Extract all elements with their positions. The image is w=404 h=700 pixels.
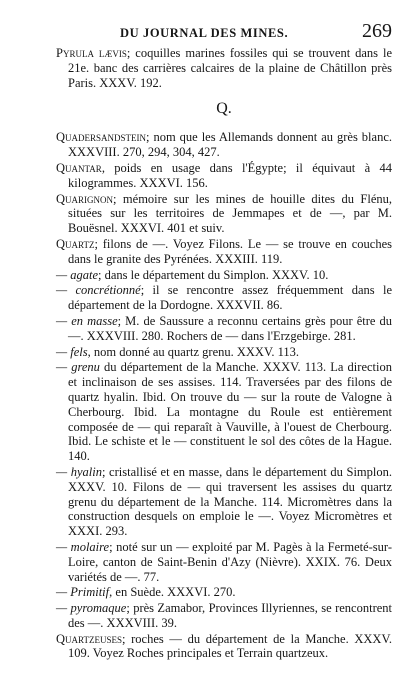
index-entry <box>56 46 392 90</box>
index-entry <box>56 601 392 631</box>
entry-text: ; cristallisé et en masse, dans le département du Simplon. XXXV. 10. Filons de — qui traversent les assises du quartz grenu du département de la Manche. 114. Micromètres dans la construction desquels on emploie le —. Voyez Micromètres et XXXI. 293. <box>68 464 392 539</box>
entry-text: ; filons de —. Voyez Filons. Le — se trouve en couches dans le granite des Pyrénées. XXXIII. 119. <box>68 236 392 266</box>
index-entry <box>56 237 392 267</box>
entry-text: ; noté sur un — exploité par M. Pagès à la Fermeté-sur-Loire, canton de Saint-Benin d'Azy (Nièvre). XXIX. 76. Deux variétés de —. 77. <box>68 539 392 584</box>
entry-text: ; il se rencontre assez fréquemment dans le département de la Dordogne. XXXVII. 86. <box>68 283 392 313</box>
entry-term: — molaire <box>56 539 110 554</box>
entry-text: ; roches — du département de la Manche. XXXV. 109. Voyez Roches principales et Terrain quartzeux. <box>68 631 392 661</box>
entry-term: — Primitif <box>56 585 110 600</box>
entry-term: — en masse <box>56 313 118 328</box>
entry-text: , nom donné au quartz grenu. XXXV. 113. <box>87 344 300 359</box>
running-head <box>56 20 392 46</box>
index-entry <box>56 314 392 344</box>
entry-text: ; dans le département du Simplon. XXXV. 10. <box>98 267 329 282</box>
entry-text: ; M. de Saussure a reconnu certains grès pour être du —. XXXVIII. 280. Rochers de — dans l'Erzgebirge. 281. <box>68 313 392 343</box>
running-head-title: DU JOURNAL DES MINES. <box>120 26 289 40</box>
entry-text: , poids en usage dans l'Égypte; il équivaut à 44 kilogrammes. XXXVI. 156. <box>68 160 392 190</box>
index-entry <box>56 130 392 160</box>
page-number: 269 <box>362 20 392 42</box>
index-entry <box>56 632 392 662</box>
entry-text: ; nom que les Allemands donnent au grès blanc. XXXVIII. 270, 294, 304, 427. <box>68 130 392 160</box>
entry-text: , en Suède. XXXVI. 270. <box>109 585 236 600</box>
index-entry <box>56 283 392 313</box>
entry-term: Quarignon <box>56 191 114 206</box>
index-entry <box>56 268 392 283</box>
index-entry <box>56 192 392 236</box>
index-entry <box>56 585 392 600</box>
entry-term: Quadersandstein <box>56 130 147 145</box>
entry-text: du département de la Manche. XXXV. 113. La direction et inclinaison de ses assises. 114. Traversées par des filons de quartz hyalin. Ibid. On trouve du — sur la route de Valogne à Cherbourg. Ibid. La montagne du Roule est entièrement composée de — qui reparaît à Vauville, à l'ouest de Cherbourg. Ibid. Le schiste et le — constituent le sol des côtes de la Hague. 140. <box>68 360 392 464</box>
entry-term: Quantar <box>56 160 102 175</box>
entry-term: — grenu <box>56 360 100 375</box>
entry-term: — agate <box>56 267 99 282</box>
index-entry <box>56 465 392 539</box>
entry-term: — pyromaque <box>56 601 127 616</box>
entry-term: Quartz <box>56 236 95 251</box>
index-entry <box>56 345 392 360</box>
entry-term: — fels <box>56 344 88 359</box>
entry-text: ; mémoire sur les mines de houille dites du Flénu, situées sur les territoires de Jemmapes et de —, par M. Bouësnel. XXXVI. 401 et suiv. <box>68 191 392 236</box>
index-entry <box>56 161 392 191</box>
entry-term: — concrétionné <box>56 283 141 298</box>
index-entry <box>56 540 392 584</box>
entry-term: Quartzeuses <box>56 631 122 646</box>
entry-term: Pyrula lævis <box>56 46 127 60</box>
entry-text: ; près Zamabor, Provinces Illyriennes, se rencontrent des —. XXXVIII. 39. <box>68 601 393 630</box>
entry-term: — hyalin <box>56 464 102 479</box>
entry-text: ; coquilles marines fossiles qui se trouvent dans le 21e. banc des carrières calcaires de la plaine de Châtillon près Paris. XXXV. 192. <box>68 46 392 90</box>
section-letter: Q. <box>216 100 232 118</box>
index-entry <box>56 360 392 464</box>
